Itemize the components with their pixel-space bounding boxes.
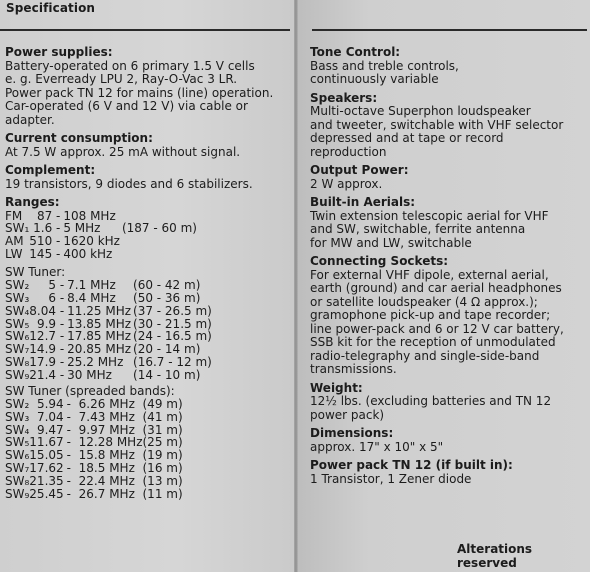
weight-line: 12½ lbs. (excluding batteries and TN 12 — [310, 394, 552, 408]
left-column — [5, 46, 293, 500]
ranges-section — [5, 196, 293, 261]
weight-section — [310, 382, 590, 423]
band-label: SW₉ — [5, 367, 30, 382]
wavelength: (49 m) — [142, 397, 183, 412]
sockets-line: radio-telegraphy and single-side-band — [310, 348, 540, 363]
band-label: SW₄ — [5, 422, 30, 437]
range-to: 26.7 MHz — [78, 486, 135, 501]
range-from: 21.4 - — [29, 367, 65, 382]
sw-tuner-table — [5, 279, 212, 381]
table-row — [5, 462, 183, 475]
range-to: 7.1 MHz — [67, 278, 116, 293]
wavelength: (50 - 36 m) — [133, 290, 201, 305]
current-consumption-section — [5, 132, 293, 159]
table-row — [5, 369, 212, 382]
band-label: SW₇ — [5, 461, 30, 476]
sockets-line: earth (ground) and car aerial headphones — [310, 281, 562, 295]
range-to: 18.5 MHz — [78, 461, 135, 476]
sockets-line: or satellite loudspeaker (4 Ω approx.); — [310, 294, 538, 309]
current-consumption-heading: Current consumption: — [5, 131, 153, 145]
tone-control-heading: Tone Control: — [310, 45, 401, 59]
range-to: 12.28 MHz — [78, 435, 143, 450]
power-supplies-line: adapter. — [5, 112, 55, 127]
wavelength: (25 m) — [142, 435, 183, 450]
range-to: 108 MHz — [63, 208, 116, 223]
range-from: 510 - — [29, 234, 61, 249]
band-label: SW₆ — [5, 448, 30, 463]
range-to: 13.85 MHz — [67, 316, 132, 331]
range-to: 1620 kHz — [63, 234, 120, 249]
band-label: LW — [5, 246, 23, 261]
table-row — [5, 356, 212, 369]
range-to: 9.97 MHz — [78, 422, 135, 437]
range-to: 8.4 MHz — [67, 290, 116, 305]
dimensions-heading: Dimensions: — [310, 426, 394, 440]
range-to: 25.2 MHz — [67, 354, 124, 369]
range-to: 20.85 MHz — [67, 342, 132, 357]
table-row — [5, 488, 183, 501]
range-extra — [122, 248, 197, 261]
table-row — [5, 292, 212, 305]
tone-control-line: continuously variable — [310, 72, 439, 86]
wavelength: (13 m) — [142, 473, 183, 488]
power-supplies-line: e. g. Everready LPU 2, Ray-O-Vac 3 LR. — [5, 72, 238, 86]
output-power-section — [310, 164, 590, 191]
output-power-heading: Output Power: — [310, 163, 409, 177]
range-from: 8.04 - — [29, 303, 65, 318]
header-rule-left — [0, 29, 290, 31]
range-dash: - — [66, 422, 71, 437]
aerials-section — [310, 196, 590, 250]
wavelength: (16 m) — [142, 461, 183, 476]
sw-spread-heading: SW Tuner (spreaded bands): — [5, 383, 175, 398]
ranges-heading: Ranges: — [5, 195, 60, 209]
range-to: 22.4 MHz — [78, 473, 135, 488]
band-label: SW₅ — [5, 316, 30, 331]
power-supplies-line: Power pack TN 12 for mains (line) operation. — [5, 85, 274, 100]
table-row — [5, 305, 212, 318]
sw-tuner-section — [5, 266, 293, 382]
aerials-heading: Built-in Aerials: — [310, 195, 416, 209]
band-label: SW₂ — [5, 278, 30, 293]
range-to: 30 MHz — [67, 367, 112, 382]
range-extra — [122, 235, 197, 248]
range-from: 7.04 — [36, 409, 64, 424]
band-label: SW₃ — [5, 409, 30, 424]
current-consumption-line: At 7.5 W approx. 25 mA without signal. — [5, 144, 241, 159]
range-from: 17.62 — [29, 461, 64, 476]
aerials-line: for MW and LW, switchable — [310, 235, 472, 250]
range-from: 15.05 — [29, 448, 64, 463]
range-from: 5.94 — [36, 397, 64, 412]
range-from: 9.47 — [36, 422, 64, 437]
range-from: 25.45 — [29, 486, 64, 501]
output-power-line: 2 W approx. — [310, 176, 383, 191]
wavelength: (19 m) — [142, 448, 183, 463]
range-from: 14.9 - — [29, 342, 65, 357]
wavelength: (24 - 16.5 m) — [133, 329, 212, 344]
range-dash: - — [66, 409, 71, 424]
wavelength: (20 - 14 m) — [133, 342, 201, 357]
wavelength: (41 m) — [142, 409, 183, 424]
range-to: 5 MHz — [63, 221, 101, 236]
dimensions-section — [310, 427, 590, 454]
ranges-table — [5, 210, 197, 261]
wavelength: (37 - 26.5 m) — [133, 303, 212, 318]
range-to: 17.85 MHz — [67, 329, 132, 344]
weight-line: power pack) — [310, 407, 385, 422]
range-from: 17.9 - — [29, 354, 65, 369]
sw-tuner-heading: SW Tuner: — [5, 264, 66, 279]
sockets-line: line power-pack and 6 or 12 V car battery, — [310, 321, 564, 336]
band-label: SW₈ — [5, 354, 30, 369]
power-pack-line: 1 Transistor, 1 Zener diode — [310, 471, 472, 486]
table-row — [5, 398, 183, 411]
band-label: SW₈ — [5, 473, 30, 488]
alterations-note: Alterations reserved — [457, 542, 533, 570]
sockets-line: For external VHF dipole, external aerial, — [310, 267, 549, 282]
band-label: SW₃ — [5, 290, 30, 305]
complement-section — [5, 164, 293, 191]
wavelength: (60 - 42 m) — [133, 278, 201, 293]
sockets-line: gramophone pick-up and tape recorder; — [310, 308, 551, 322]
aerials-line: Twin extension telescopic aerial for VHF — [310, 208, 549, 223]
speakers-section — [310, 92, 590, 160]
sw-spread-table — [5, 398, 183, 500]
wavelength: (11 m) — [142, 486, 183, 501]
power-pack-section — [310, 459, 590, 486]
range-dash: - — [66, 486, 71, 501]
range-from: 6 - — [48, 290, 65, 305]
tone-control-section — [310, 46, 590, 87]
right-column — [310, 46, 590, 486]
range-from: 11.67 — [29, 435, 64, 450]
power-supplies-heading: Power supplies: — [5, 45, 113, 59]
band-label: AM — [5, 234, 24, 249]
table-row — [5, 475, 183, 488]
power-supplies-section — [5, 46, 293, 127]
complement-line: 19 transistors, 9 diodes and 6 stabilizers. — [5, 176, 253, 191]
aerials-line: and SW, switchable, ferrite antenna — [310, 222, 526, 236]
speakers-line: Multi-octave Superphon loudspeaker — [310, 104, 531, 118]
range-from: 5 - — [48, 278, 65, 293]
weight-heading: Weight: — [310, 380, 363, 395]
range-to: 11.25 MHz — [67, 303, 132, 318]
wavelength: (16.7 - 12 m) — [133, 354, 212, 369]
wavelength: (30 - 21.5 m) — [133, 316, 212, 331]
band-label: SW₂ — [5, 397, 30, 412]
speakers-line: depressed and at tape or record — [310, 131, 504, 145]
table-row — [5, 248, 197, 261]
band-label: FM — [5, 208, 23, 223]
speakers-line: reproduction — [310, 144, 387, 159]
range-from: 9.9 - — [36, 316, 65, 331]
complement-heading: Complement: — [5, 163, 96, 177]
range-from: 145 - — [29, 246, 61, 261]
wavelength: (31 m) — [142, 422, 183, 437]
band-label: SW₄ — [5, 303, 30, 318]
range-dash: - — [66, 473, 71, 488]
page-fold — [294, 0, 298, 572]
power-supplies-line: Car-operated (6 V and 12 V) via cable or — [5, 99, 248, 113]
band-label: SW₇ — [5, 342, 30, 357]
range-to: 6.26 MHz — [78, 397, 135, 412]
range-to: 15.8 MHz — [78, 448, 135, 463]
range-from: 1.6 - — [33, 221, 61, 236]
sockets-heading: Connecting Sockets: — [310, 254, 449, 268]
range-from: 12.7 - — [29, 329, 65, 344]
range-dash: - — [66, 461, 71, 476]
range-extra: (187 - 60 m) — [121, 221, 197, 236]
range-to: 7.43 MHz — [78, 409, 135, 424]
dimensions-line: approx. 17" x 10" x 5" — [310, 439, 444, 454]
range-from: 87 - — [36, 208, 61, 223]
header-rule-right — [312, 29, 587, 31]
range-dash: - — [66, 448, 71, 463]
sockets-line: SSB kit for the reception of unmodulated — [310, 335, 556, 349]
range-dash: - — [66, 397, 71, 412]
sockets-line: transmissions. — [310, 362, 397, 376]
range-from: 21.35 — [29, 473, 64, 488]
table-row — [5, 411, 183, 424]
band-label: SW₉ — [5, 486, 30, 501]
range-to: 400 kHz — [63, 246, 113, 261]
page-title: Specification — [6, 1, 96, 15]
speakers-heading: Speakers: — [310, 90, 378, 105]
wavelength: (14 - 10 m) — [133, 367, 201, 382]
band-label: SW₅ — [5, 435, 30, 450]
power-supplies-line: Battery-operated on 6 primary 1.5 V cells — [5, 58, 255, 73]
band-label: SW₁ — [5, 221, 30, 236]
tone-control-line: Bass and treble controls, — [310, 58, 459, 73]
band-label: SW₆ — [5, 329, 30, 344]
speakers-line: and tweeter, switchable with VHF selector — [310, 117, 564, 132]
sw-spread-section — [5, 385, 293, 501]
sockets-section — [310, 255, 590, 377]
table-row — [5, 235, 197, 248]
range-dash: - — [66, 435, 71, 450]
power-pack-heading: Power pack TN 12 (if built in): — [310, 458, 513, 472]
